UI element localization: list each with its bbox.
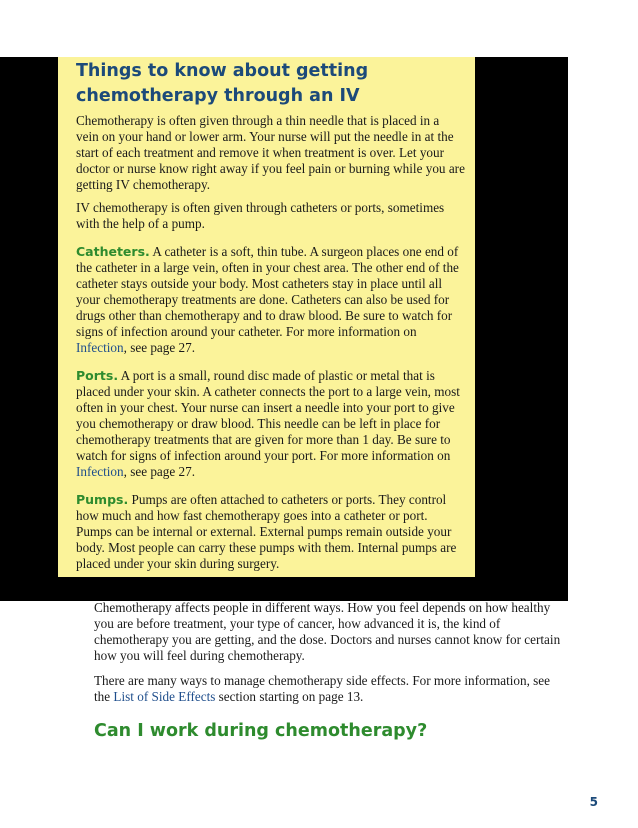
infection-link-ports[interactable]: Infection: [76, 464, 124, 479]
catheters-text: A catheter is a soft, thin tube. A surgeon places one end of the catheter in a large vein, often in your chest area. The other end of the catheter stays outside your body. Most catheters stay in place until all your chemotherapy treatments are done. Catheters can also be used for drugs other than chemotherapy and to draw blood. Be sure to watch for signs of infection around your catheter. For more information on: [76, 244, 459, 339]
body-paragraph-2-after: section starting on page 13.: [215, 689, 364, 704]
catheters-after: , see page 27.: [123, 340, 196, 355]
callout-paragraph-2: IV chemotherapy is often given through catheters or ports, sometimes with the help of a pump.: [76, 200, 445, 231]
callout-title: Things to know about getting chemotherapy through an IV: [76, 61, 369, 106]
ports-paragraph: [76, 368, 465, 480]
ports-after: , see page 27.: [123, 464, 196, 479]
page-number: 5: [589, 795, 598, 809]
body-paragraph-1: Chemotherapy affects people in different ways. How you feel depends on how healthy you are before treatment, your type of cancer, how advanced it is, the kind of chemotherapy you are getting, and the dose. Doctors and nurses cannot know for certain how you will feel during chemotherapy.: [94, 600, 561, 663]
pumps-paragraph: [76, 492, 465, 572]
list-of-side-effects-link[interactable]: List of Side Effects: [113, 689, 216, 704]
catheters-lead: Catheters.: [76, 244, 150, 259]
body-paragraph-2: [94, 673, 564, 705]
pumps-lead: Pumps.: [76, 492, 129, 507]
chemo-iv-callout-box: [58, 57, 475, 577]
pumps-text: Pumps are often attached to catheters or ports. They control how much and how fast chemotherapy goes into a catheter or port. Pumps can be internal or external. External pumps remain outside your body. Most people can carry these pumps with them. Internal pumps are placed under your skin during surgery.: [76, 492, 457, 571]
section-heading: Can I work during chemotherapy?: [94, 721, 428, 741]
callout-paragraph-1: Chemotherapy is often given through a thin needle that is placed in a vein on your hand or lower arm. Your nurse will put the needle in at the start of each treatment and remove it when treatment is over. Let your doctor or nurse know right away if you feel pain or burning while you are getting IV chemotherapy.: [76, 113, 465, 192]
ports-lead: Ports.: [76, 368, 119, 383]
ports-text: A port is a small, round disc made of plastic or metal that is placed under your skin. A catheter connects the port to a large vein, most often in your chest. Your nurse can insert a needle into your port to give you chemotherapy or draw blood. This needle can be left in place for chemotherapy treatments that are given for more than 1 day. Be sure to watch for signs of infection around your port. For more information on: [76, 368, 460, 463]
catheters-paragraph: [76, 244, 465, 356]
body-text: [94, 600, 564, 714]
infection-link-catheters[interactable]: Infection: [76, 340, 124, 355]
body-paragraph-2-before: There are many ways to manage chemotherapy side effects. For more information, see the: [94, 673, 551, 704]
